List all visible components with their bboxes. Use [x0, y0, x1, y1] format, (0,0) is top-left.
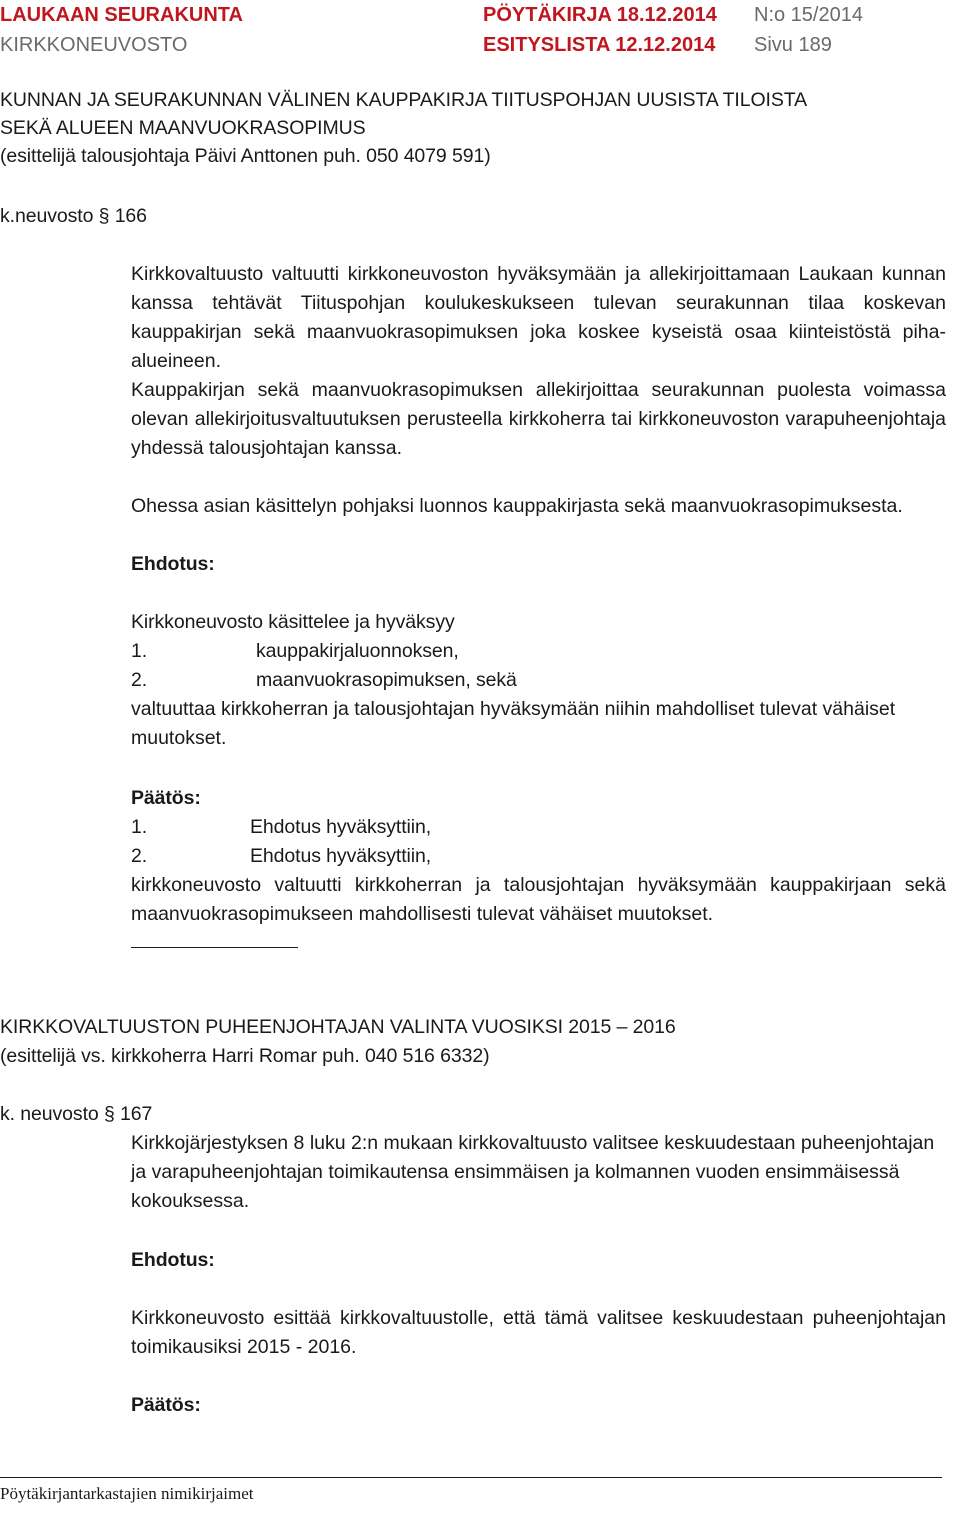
header-page: Sivu 189: [754, 34, 832, 56]
item1-proposal-tail: valtuuttaa kirkkoherran ja talousjohtajan hyväksymään niihin mahdolliset tulevat vähäiset muutokset.: [131, 698, 896, 749]
footer-rule: [0, 1477, 942, 1478]
item1-paragraph-1: Kirkkovaltuusto valtuutti kirkkoneuvoston hyväksymään ja allekirjoittamaan Laukaan kunnan kanssa tehtävät Tiituspohjan koulukeskukseen tulevan seurakunnan tilaa koskevan kauppakirjan sekä maanvuokrasopimuksen joka koskee kyseistä osaa kiinteistöstä piha-alueineen.: [131, 263, 946, 372]
separator-line: [131, 947, 298, 948]
item1-paragraph-3: Ohessa asian käsittelyn pohjaksi luonnos kauppakirjasta sekä maanvuokrasopimuksesta.: [131, 495, 903, 517]
item1-title-line1: KUNNAN JA SEURAKUNNAN VÄLINEN KAUPPAKIRJA TIITUSPOHJAN UUSISTA TILOISTA: [0, 89, 808, 111]
header-number: N:o 15/2014: [754, 4, 863, 26]
item1-proposal-intro: Kirkkoneuvosto käsittelee ja hyväksyy: [131, 611, 455, 633]
item2-title: KIRKKOVALTUUSTON PUHEENJOHTAJAN VALINTA VUOSIKSI 2015 – 2016: [0, 1016, 676, 1038]
header-body: KIRKKONEUVOSTO: [0, 34, 188, 56]
item1-proposal-item-1-text: kauppakirjaluonnoksen,: [256, 640, 459, 662]
item1-proposal-item-1-number: 1.: [131, 640, 148, 662]
item1-decision-item-1-text: Ehdotus hyväksyttiin,: [250, 816, 432, 838]
item2-presenter: (esittelijä vs. kirkkoherra Harri Romar puh. 040 516 6332): [0, 1045, 490, 1067]
item1-proposal-item-2-text: maanvuokrasopimuksen, sekä: [256, 669, 517, 691]
item1-decision-tail: kirkkoneuvosto valtuutti kirkkoherran ja talousjohtajan hyväksymään kauppakirjaan sekä maanvuokrasopimukseen mahdollisesti tulevat vähäiset muutokset.: [131, 874, 946, 925]
item1-decision-heading: Päätös:: [131, 787, 201, 809]
item2-section: k. neuvosto § 167: [0, 1103, 153, 1125]
item1-section: k.neuvosto § 166: [0, 205, 147, 227]
item1-decision-item-2-number: 2.: [131, 845, 148, 867]
item1-decision-item-2-text: Ehdotus hyväksyttiin,: [250, 845, 432, 867]
item1-decision-item-1-number: 1.: [131, 816, 148, 838]
item2-proposal-heading: Ehdotus:: [131, 1249, 215, 1271]
item2-decision-heading: Päätös:: [131, 1394, 201, 1416]
header-minutes-date: PÖYTÄKIRJA 18.12.2014: [483, 4, 717, 26]
footer-label: Pöytäkirjantarkastajien nimikirjaimet: [0, 1484, 254, 1503]
item1-paragraph-2: Kauppakirjan sekä maanvuokrasopimuksen allekirjoittaa seurakunnan puolesta voimassa olevan allekirjoitusvaltuutuksen perusteella kirkkoherra tai kirkkoneuvoston varapuheenjohtaja yhdessä talousjohtajan kanssa.: [131, 379, 946, 459]
item2-proposal-text: Kirkkoneuvosto esittää kirkkovaltuustolle, että tämä valitsee keskuudestaan puheenjohtajan toimikausiksi 2015 - 2016.: [131, 1307, 946, 1358]
item2-paragraph-1: Kirkkojärjestyksen 8 luku 2:n mukaan kirkkovaltuusto valitsee keskuudestaan puheenjohtajan ja varapuheenjohtajan toimikautensa ensimmäisen ja kolmannen vuoden ensimmäisessä kokouksessa.: [131, 1132, 935, 1212]
item1-proposal-heading: Ehdotus:: [131, 553, 215, 575]
header-organization: LAUKAAN SEURAKUNTA: [0, 4, 243, 26]
header-agenda-date: ESITYSLISTA 12.12.2014: [483, 34, 716, 56]
item1-proposal-item-2-number: 2.: [131, 669, 148, 691]
item1-title-line2: SEKÄ ALUEEN MAANVUOKRASOPIMUS: [0, 117, 366, 139]
item1-presenter: (esittelijä talousjohtaja Päivi Anttonen puh. 050 4079 591): [0, 145, 491, 167]
